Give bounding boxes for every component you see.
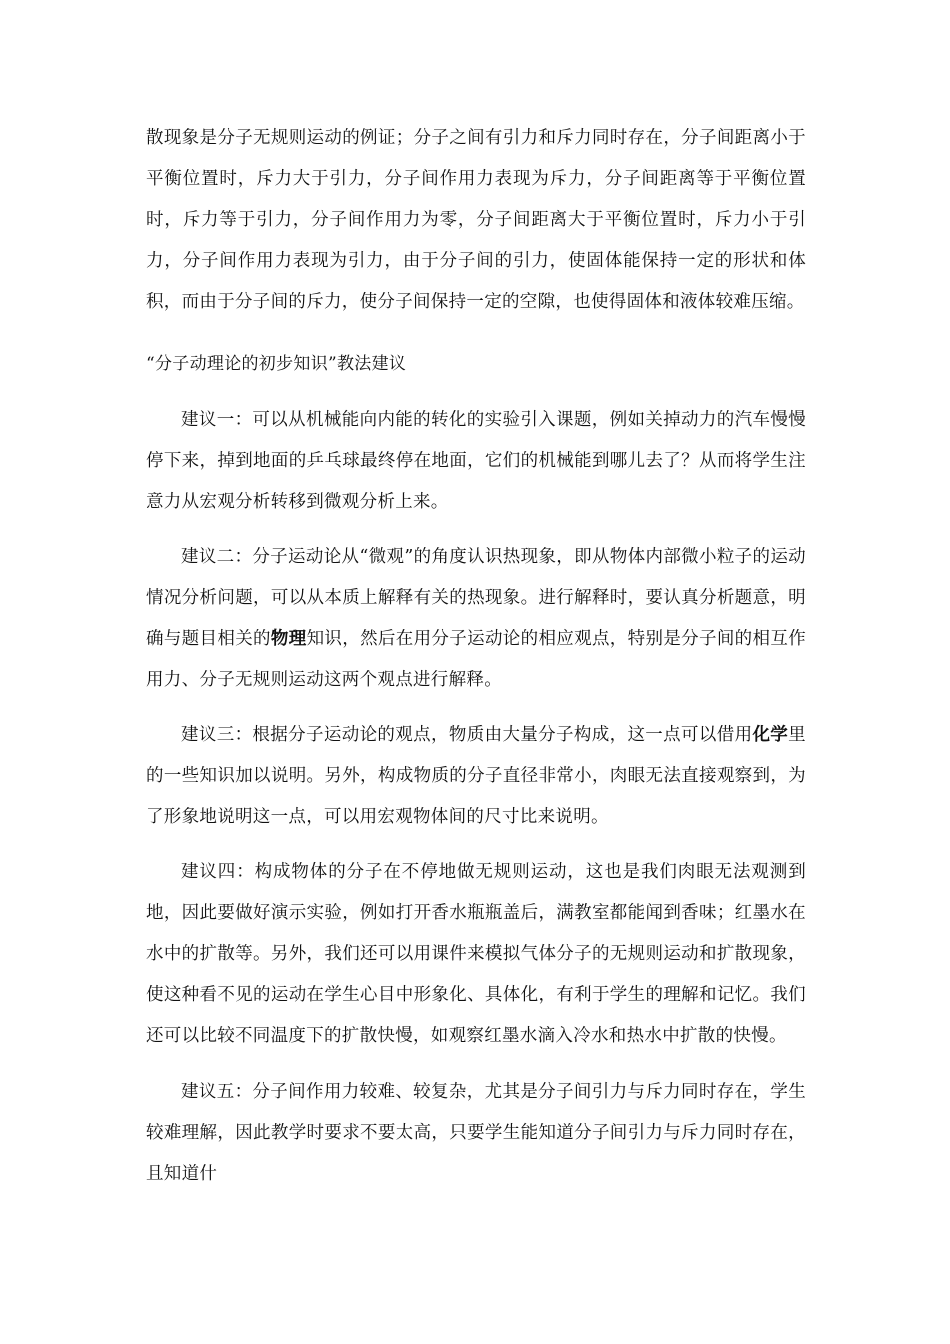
- suggestion-3-paragraph: [146, 715, 806, 838]
- suggestion-2-paragraph: [146, 537, 806, 701]
- suggestion-1-paragraph: 建议一：可以从机械能向内能的转化的实验引入课题，例如关掉动力的汽车慢慢停下来，掉到地面的乒乓球最终停在地面，它们的机械能到哪儿去了？从而将学生注意力从宏观分析转移到微观分析上来。: [146, 410, 806, 512]
- suggestion-2-text-a: 建议二：分子运动论从“微观”的角度认识热现象，即从物体内部微小粒子的运动情况分析问题，可以从本质上解释有关的热现象。进行解释时，要认真分析题意，明确与题目相关的: [146, 547, 806, 649]
- suggestion-3-text-a: 建议三：根据分子运动论的观点，物质由大量分子构成，这一点可以借用: [181, 725, 753, 745]
- suggestion-4-paragraph: 建议四：构成物体的分子在不停地做无规则运动，这也是我们肉眼无法观测到地，因此要做好演示实验，例如打开香水瓶瓶盖后，满教室都能闻到香味；红墨水在水中的扩散等。另外，我们还可以用课件来模拟气体分子的无规则运动和扩散现象，使这种看不见的运动在学生心目中形象化、具体化，有利于学生的理解和记忆。我们还可以比较不同温度下的扩散快慢，如观察红墨水滴入冷水和热水中扩散的快慢。: [146, 862, 806, 1046]
- section-heading: “分子动理论的初步知识”教法建议: [146, 354, 407, 374]
- suggestion-3-text-b: 里的一些知识加以说明。另外，构成物质的分子直径非常小，肉眼无法直接观察到，为了形象地说明这一点，可以用宏观物体间的尺寸比来说明。: [146, 725, 806, 827]
- suggestion-3-keyword: 化学: [752, 725, 789, 745]
- intro-paragraph: 散现象是分子无规则运动的例证；分子之间有引力和斥力同时存在，分子间距离小于平衡位置时，斥力大于引力，分子间作用力表现为斥力，分子间距离等于平衡位置时，斥力等于引力，分子间作用力为零，分子间距离大于平衡位置时，斥力小于引力，分子间作用力表现为引力，由于分子间的引力，使固体能保持一定的形状和体积，而由于分子间的斥力，使分子间保持一定的空隙，也使得固体和液体较难压缩。: [146, 128, 806, 312]
- suggestion-2-text-b: 知识，然后在用分子运动论的相应观点，特别是分子间的相互作用力、分子无规则运动这两个观点进行解释。: [146, 629, 806, 690]
- suggestion-5-paragraph: 建议五：分子间作用力较难、较复杂，尤其是分子间引力与斥力同时存在，学生较难理解，因此教学时要求不要太高，只要学生能知道分子间引力与斥力同时存在，且知道什: [146, 1082, 806, 1184]
- suggestion-2-keyword: 物理: [270, 629, 307, 649]
